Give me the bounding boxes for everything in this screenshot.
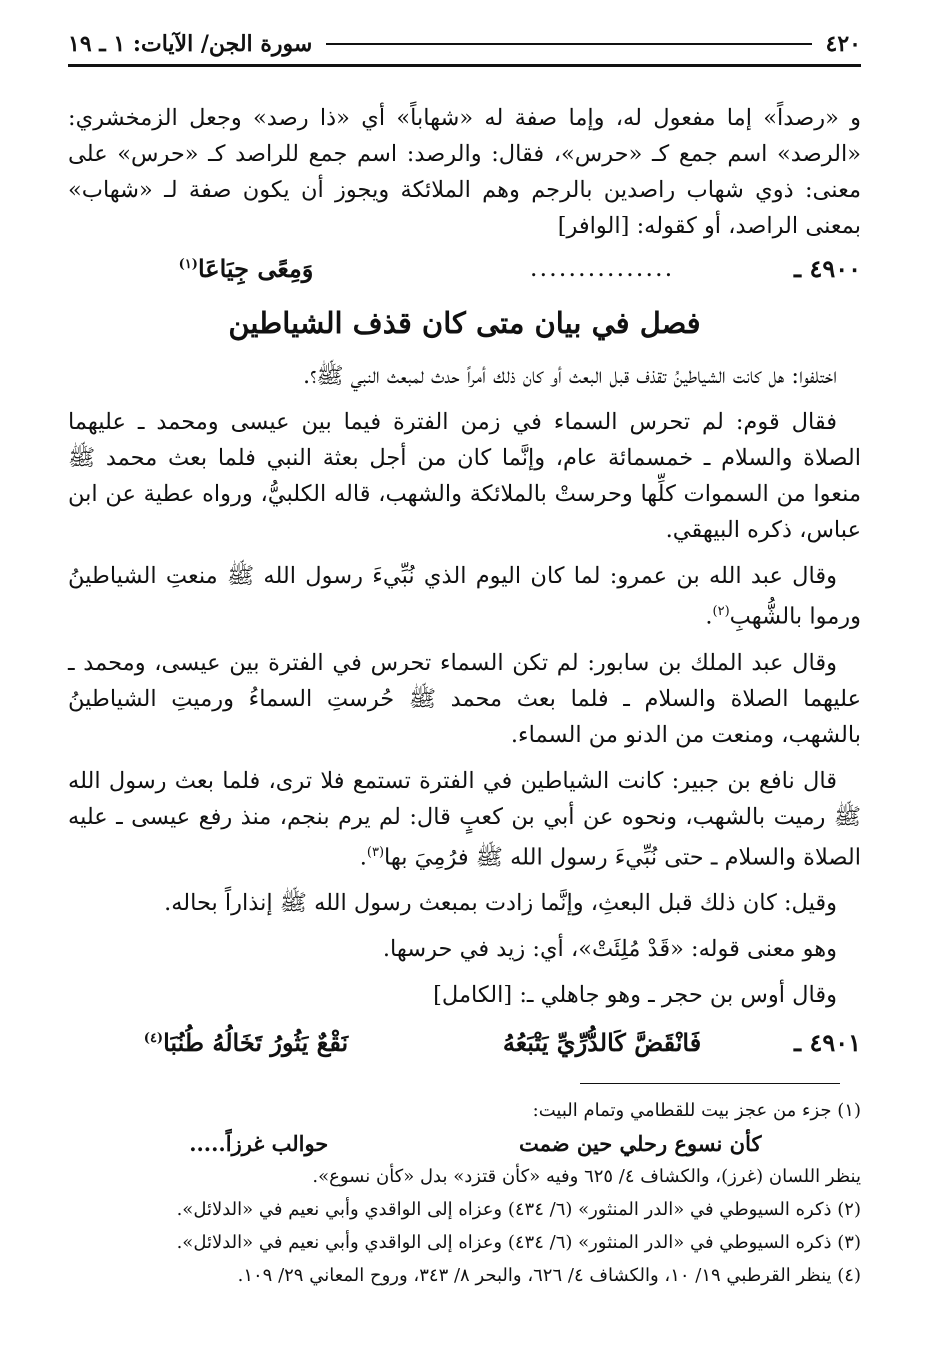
footnote-ref-3: (٣): [366, 844, 385, 860]
footnote-1: (١) جزء من عجز بيت للقطامي وتمام البيت:: [532, 1100, 861, 1121]
verse-hemistich-2: [68, 1028, 424, 1057]
verse-hemistich-1: ...............: [529, 254, 675, 282]
main-text-top: [68, 100, 861, 254]
footnote-separator: [580, 1083, 840, 1084]
verse-hemistich-2-text: نَقْعٌ يَثُورُ تَخَالُهُ طُنُبَا: [163, 1027, 349, 1057]
paragraph-qawm: فقال قوم: لم تحرس السماء في زمن الفترة فيما بين عيسى ومحمد ـ عليهما الصلاة والسلام ـ خمسمائة عام، وإنَّما كان من أجل بعثة النبي فلما بعث محمد ﷺ منعوا من السموات كلِّها وحرستْ بالملائكة والشهب، قاله الكلبيُّ، ورواه عطية عن ابن عباس، ذكره البيهقي.: [68, 409, 861, 543]
verse-number: ٤٩٠٠ ـ: [794, 253, 861, 283]
paragraph-abdullah: [68, 558, 861, 635]
paragraph-nafi-text: قال نافع بن جبير: كانت الشياطين في الفترة تستمع فلا ترى، فلما بعث رسول الله ﷺ رميت بالشهب، ونحوه عن أبي بن كعبٍ قال: لم يرم بنجم، منذ رفع عيسى ـ عليه الصلاة والسلام ـ حتى نُبِّيءَ رسول الله ﷺ فرُمِيَ بها: [68, 767, 861, 870]
paragraph-nafi: [68, 763, 861, 876]
verse-4901: [68, 1022, 861, 1062]
paragraph-ikhtalafu: اختلفوا: هل كانت الشياطينُ تقذف قبل البعث أو كان ذلك أمراً حدث لمبعث النبي ﷺ؟.: [302, 363, 837, 389]
footnote-1-verse-b: حوالب غرزاً.....: [189, 1131, 329, 1156]
header-rule: [68, 64, 861, 67]
running-title: سورة الجن/ الآيات: ١ ـ ١٩: [68, 31, 313, 57]
paragraph-rasad: و «رصداً» إما مفعول له، وإما صفة له «شهاباً» أي «ذا رصد» وجعل الزمخشري: «الرصد» اسم جمع كـ «حرس»، فقال: والرصد: اسم جمع للراصد كـ «حرس» على معنى: ذوي شهاب راصدين بالرجم وهم الملائكة ويجوز أن يكون صفة لـ «شهاب» بمعنى الراصد، أو كقوله: [الوافر]: [68, 105, 861, 239]
page-number: ٤٢٠: [825, 31, 861, 57]
verse-hemistich-2: [68, 254, 424, 283]
paragraph-abdullah-end: .: [705, 603, 713, 630]
footnote-ref-1: (١): [178, 256, 198, 272]
paragraph-abdulmalik: وقال عبد الملك بن سابور: لم تكن السماء تحرس في الفترة بين عيسى، ومحمد ـ عليهما الصلاة والسلام ـ فلما بعث محمد ﷺ حُرستِ السماءُ ورميتِ الشياطينُ بالشهب، ومنعت من الدنو من السماء.: [68, 649, 861, 748]
footnotes: [68, 1094, 861, 1292]
footnote-1-verse: [68, 1127, 861, 1160]
footnote-4: (٤) ينظر القرطبي ١٩/ ١٠، والكشاف ٤/ ٦٢٦، والبحر ٨/ ٣٤٣، وروح المعاني ٢٩/ ١٠٩.: [237, 1265, 861, 1286]
verse-hemistich-2-text: وَمِعًى جِيَاعَا: [197, 253, 314, 283]
verse-4900: [68, 248, 861, 288]
running-header: [68, 26, 861, 62]
verse-number: ٤٩٠١ ـ: [794, 1027, 861, 1057]
header-line: [326, 43, 811, 45]
paragraph-aws: وقال أوس بن حجر ـ وهو جاهلي ـ: [الكامل]: [433, 982, 837, 1008]
footnote-2: (٢) ذكره السيوطي في «الدر المنثور» (٦/ ٤٣٤) وعزاه إلى الواقدي وأبي نعيم في «الدلائل».: [176, 1199, 861, 1220]
footnote-ref-4: (٤): [143, 1030, 164, 1046]
footnote-3: (٣) ذكره السيوطي في «الدر المنثور» (٦/ ٤٣٤) وعزاه إلى الواقدي وأبي نعيم في «الدلائل».: [176, 1232, 861, 1253]
footnote-1-verse-a: كأن نسوع رحلي حين ضمت: [519, 1131, 762, 1156]
footnote-ref-2: (٢): [712, 604, 730, 619]
main-text-body: [68, 358, 861, 1023]
section-title: فصل في بيان متى كان قذف الشياطين: [228, 306, 701, 340]
paragraph-nafi-end: .: [359, 844, 367, 870]
paragraph-qil: وقيل: كان ذلك قبل البعثِ، وإنَّما زادت بمبعث رسول الله ﷺ إنذاراً بحاله.: [164, 890, 837, 916]
footnote-1-note: ينظر اللسان (غرز)، والكشاف ٤/ ٦٢٥ وفيه «كأن قتزد» بدل «كأن نسوع».: [312, 1166, 861, 1187]
verse-hemistich-1: فَانْقَضَّ كَالدُّرِّيِّ يَتْبَعُهُ: [502, 1027, 702, 1057]
paragraph-abdullah-text: وقال عبد الله بن عمرو: لما كان اليوم الذي نُبِّيءَ رسول الله ﷺ منعتِ الشياطينُ ورموا بالشُّهبِ: [68, 563, 861, 630]
paragraph-mulia: وهو معنى قوله: «قَدْ مُلِئَتْ»، أي: زيد في حرسها.: [382, 936, 837, 962]
